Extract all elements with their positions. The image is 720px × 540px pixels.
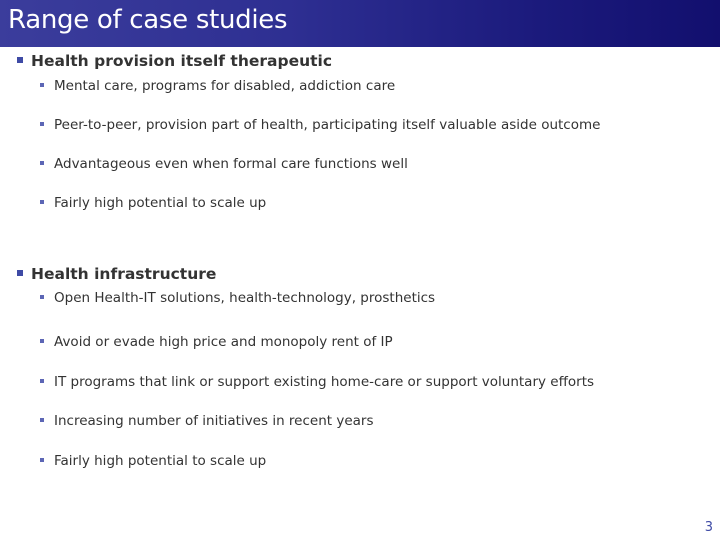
list-item (40, 78, 395, 94)
list-item-text: Increasing number of initiatives in recent years (54, 413, 374, 429)
square-bullet-icon (40, 161, 44, 165)
list-item (40, 156, 408, 172)
list-item (40, 117, 600, 133)
list-item-text: IT programs that link or support existing home-care or support voluntary efforts (54, 374, 595, 390)
list-item (40, 195, 266, 211)
square-bullet-icon (40, 295, 44, 299)
square-bullet-icon (40, 200, 44, 204)
square-bullet-icon (17, 270, 23, 276)
list-item-text: Fairly high potential to scale up (54, 195, 267, 211)
list-item (40, 453, 266, 469)
square-bullet-icon (17, 57, 23, 63)
page-number: 3 (704, 520, 713, 535)
list-item (40, 413, 374, 429)
slide-title: Range of case studies (8, 5, 288, 35)
list-item-text: Avoid or evade high price and monopoly rent of IP (54, 334, 393, 350)
section-heading-label: Health provision itself therapeutic (31, 52, 333, 70)
list-item (40, 290, 435, 306)
list-item-text: Peer-to-peer, provision part of health, participating itself valuable aside outcome (54, 117, 601, 133)
square-bullet-icon (40, 122, 44, 126)
list-item-text: Advantageous even when formal care functions well (54, 156, 408, 172)
section-heading-health-provision (17, 52, 332, 70)
list-item-text: Fairly high potential to scale up (54, 453, 267, 469)
title-bar (0, 0, 720, 47)
square-bullet-icon (40, 418, 44, 422)
section-heading-health-infrastructure (17, 265, 216, 283)
square-bullet-icon (40, 379, 44, 383)
square-bullet-icon (40, 339, 44, 343)
list-item-text: Open Health-IT solutions, health-technology, prosthetics (54, 290, 436, 306)
square-bullet-icon (40, 83, 44, 87)
list-item (40, 374, 594, 390)
section-heading-label: Health infrastructure (31, 265, 217, 283)
square-bullet-icon (40, 458, 44, 462)
list-item-text: Mental care, programs for disabled, addiction care (54, 78, 396, 94)
list-item (40, 334, 393, 350)
